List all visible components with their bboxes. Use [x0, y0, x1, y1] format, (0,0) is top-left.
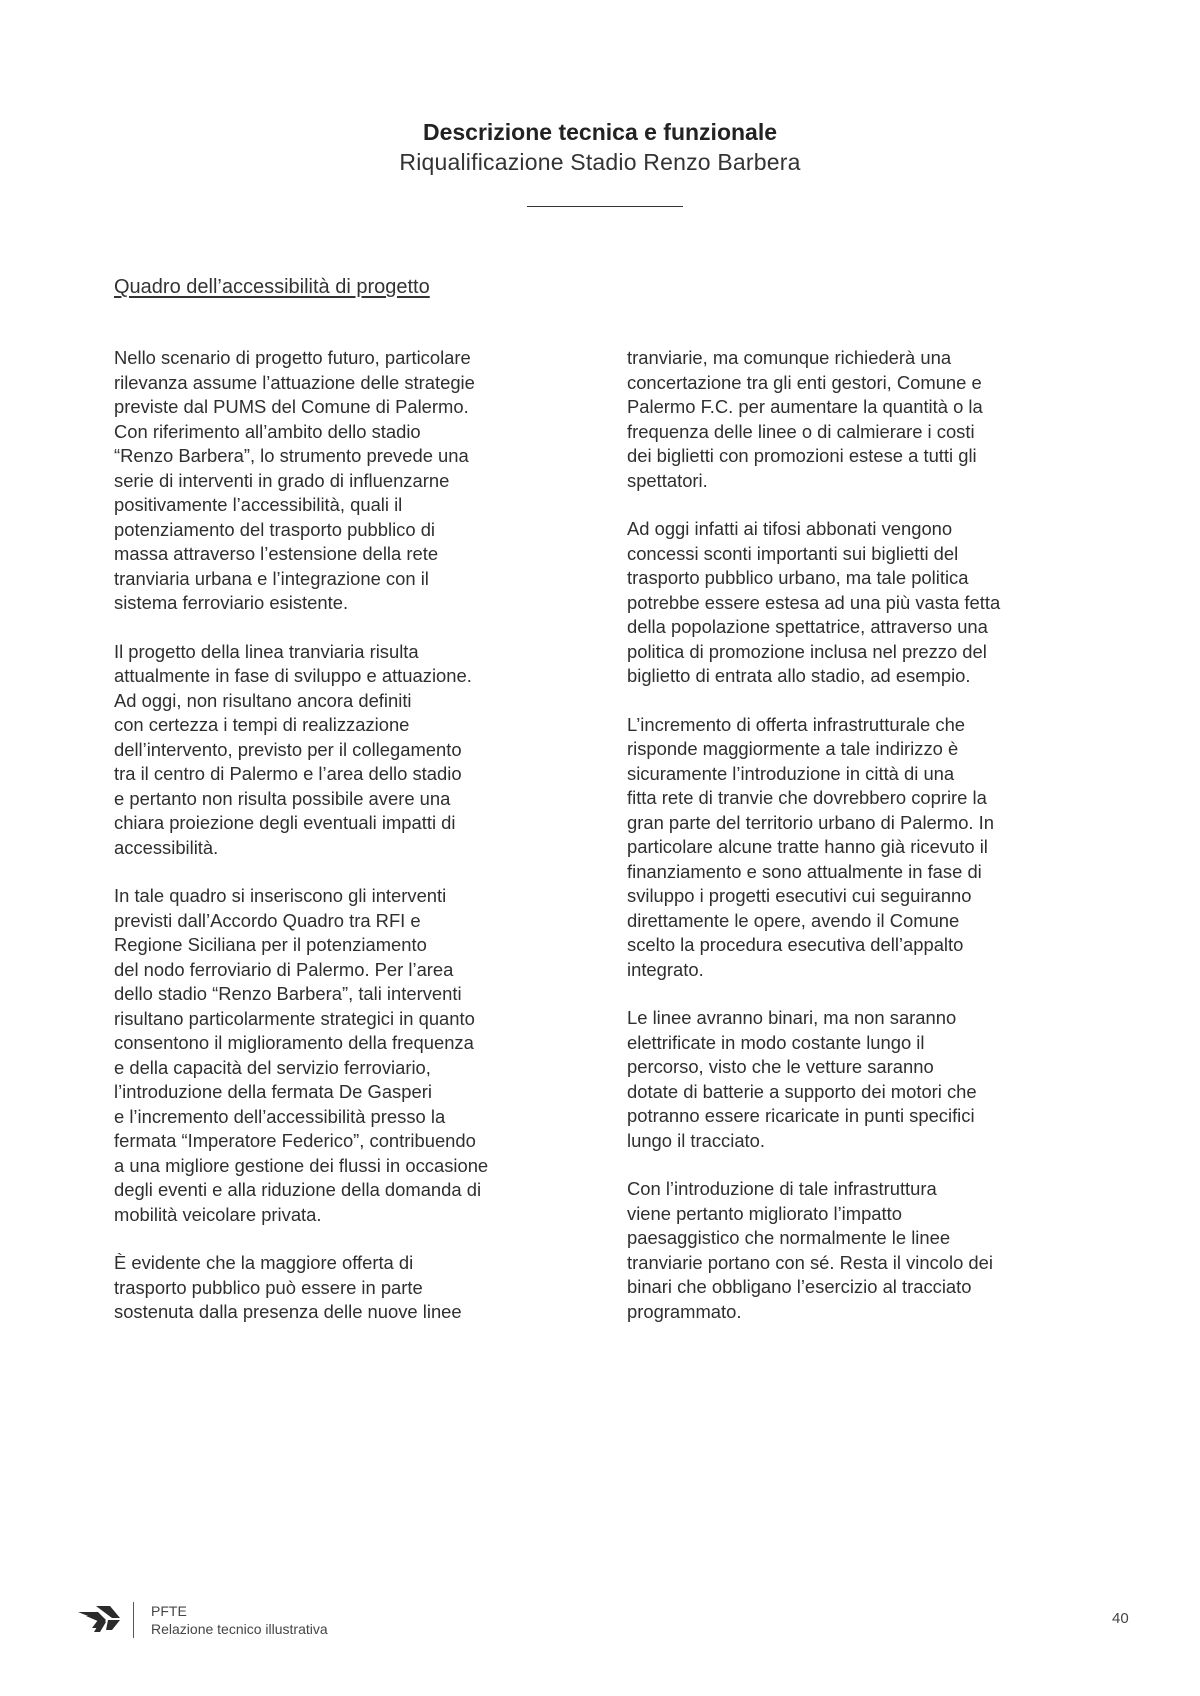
text-line: direttamente le opere, avendo il Comune — [627, 909, 960, 931]
paragraph — [114, 640, 584, 861]
text-line: Le linee avranno binari, ma non saranno — [627, 1007, 957, 1028]
text-line: paesaggistico che normalmente le linee — [627, 1227, 951, 1248]
text-line: dotate di batterie a supporto dei motori che — [627, 1080, 977, 1102]
text-line: sviluppo i progetti esecutivi cui seguiranno — [627, 885, 972, 906]
text-line: finanziamento e sono attualmente in fase di — [627, 860, 982, 882]
paragraph — [627, 1177, 1097, 1324]
text-line: elettrificate in modo costante lungo il — [627, 1031, 925, 1053]
text-line: rilevanza assume l’attuazione delle strategie — [114, 371, 475, 393]
document-subtitle: Riqualificazione Stadio Renzo Barbera — [399, 149, 801, 175]
section-heading: Quadro dell’accessibilità di progetto — [114, 276, 430, 298]
text-line: del nodo ferroviario di Palermo. Per l’area — [114, 958, 454, 980]
text-line: trasporto pubblico urbano, ma tale politica — [627, 567, 969, 588]
text-line: particolare alcune tratte hanno già ricevuto il — [627, 836, 988, 857]
text-line: percorso, visto che le vetture saranno — [627, 1056, 934, 1077]
paragraph — [114, 346, 584, 616]
text-line: biglietto di entrata allo stadio, ad esempio. — [627, 665, 971, 686]
document-title: Descrizione tecnica e funzionale — [422, 119, 778, 145]
text-line: e pertanto non risulta possibile avere una — [114, 787, 451, 809]
text-line: concertazione tra gli enti gestori, Comune e — [627, 371, 982, 393]
text-line: e della capacità del servizio ferroviario, — [114, 1056, 431, 1078]
paragraph — [114, 1251, 584, 1325]
eagle-logo-icon — [76, 1604, 122, 1634]
text-line: a una migliore gestione dei flussi in occasione — [114, 1154, 489, 1176]
text-line: binari che obbligano l’esercizio al tracciato — [627, 1276, 972, 1297]
text-line: lungo il tracciato. — [627, 1129, 766, 1151]
text-line: Con riferimento all’ambito dello stadio — [114, 420, 421, 442]
text-line: Ad oggi infatti ai tifosi abbonati vengono — [627, 518, 953, 539]
text-line: l’introduzione della fermata De Gasperi — [114, 1081, 432, 1102]
left-text-column — [114, 346, 584, 1349]
text-line: tra il centro di Palermo e l’area dello stadio — [114, 763, 462, 784]
text-line: fitta rete di tranvie che dovrebbero coprire la — [627, 787, 987, 808]
text-line: trasporto pubblico può essere in parte — [114, 1276, 423, 1298]
text-line: programmato. — [627, 1300, 742, 1322]
text-line: potrebbe essere estesa ad una più vasta fetta — [627, 591, 1001, 613]
paragraph — [627, 1006, 1097, 1153]
text-line: concessi sconti importanti sui biglietti del — [627, 542, 959, 564]
text-line: risultano particolarmente strategici in quanto — [114, 1007, 475, 1029]
text-line: Palermo F.C. per aumentare la quantità o la — [627, 396, 983, 417]
text-line: accessibilità. — [114, 836, 219, 858]
text-line: Con l’introduzione di tale infrastruttura — [627, 1178, 937, 1199]
text-line: politica di promozione inclusa nel prezzo del — [627, 640, 987, 662]
text-line: positivamente l’accessibilità, quali il — [114, 494, 403, 515]
text-line: viene pertanto migliorato l’impatto — [627, 1202, 902, 1224]
text-line: scelto la procedura esecutiva dell’appalto — [627, 934, 964, 955]
text-line: serie di interventi in grado di influenzarne — [114, 469, 450, 491]
footer-document-name: Relazione tecnico illustrativa — [151, 1621, 328, 1637]
text-line: sistema ferroviario esistente. — [114, 592, 349, 613]
text-line: e l’incremento dell’accessibilità presso la — [114, 1105, 446, 1127]
text-line: previsti dall’Accordo Quadro tra RFI e — [114, 909, 421, 931]
paragraph — [114, 884, 584, 1227]
text-line: potranno essere ricaricate in punti specifici — [627, 1105, 975, 1126]
text-line: Nello scenario di progetto futuro, particolare — [114, 347, 471, 368]
text-line: della popolazione spettatrice, attraverso una — [627, 616, 988, 637]
text-line: chiara proiezione degli eventuali impatti di — [114, 812, 456, 833]
text-line: attualmente in fase di sviluppo e attuazione. — [114, 665, 472, 686]
text-line: risponde maggiormente a tale indirizzo è — [627, 738, 959, 759]
text-line: L’incremento di offerta infrastrutturale che — [627, 713, 966, 735]
text-line: Regione Siciliana per il potenziamento — [114, 934, 427, 955]
text-line: gran parte del territorio urbano di Palermo. In — [627, 811, 994, 833]
text-line: massa attraverso l’estensione della rete — [114, 543, 439, 564]
text-line: integrato. — [627, 958, 704, 980]
text-line: mobilità veicolare privata. — [114, 1203, 322, 1225]
text-line: dell’intervento, previsto per il collegamento — [114, 738, 462, 760]
text-line: Ad oggi, non risultano ancora definiti — [114, 689, 412, 711]
right-text-column — [627, 346, 1097, 1348]
text-line: tranviarie portano con sé. Resta il vincolo dei — [627, 1251, 993, 1273]
paragraph — [627, 517, 1097, 689]
text-line: frequenza delle linee o di calmierare i costi — [627, 420, 975, 442]
page-header — [0, 117, 1200, 177]
text-line: tranviaria urbana e l’integrazione con il — [114, 567, 429, 589]
footer-separator — [133, 1602, 134, 1638]
text-line: È evidente che la maggiore offerta di — [114, 1252, 414, 1273]
text-line: In tale quadro si inseriscono gli interventi — [114, 885, 447, 906]
text-line: tranviarie, ma comunque richiederà una — [627, 347, 952, 368]
footer-project-code: PFTE — [151, 1603, 187, 1619]
text-line: potenziamento del trasporto pubblico di — [114, 518, 436, 540]
header-divider — [527, 206, 683, 207]
text-line: degli eventi e alla riduzione della domanda di — [114, 1179, 482, 1200]
text-line: sostenuta dalla presenza delle nuove linee — [114, 1301, 462, 1322]
text-line: “Renzo Barbera”, lo strumento prevede una — [114, 445, 469, 466]
text-line: spettatori. — [627, 469, 708, 491]
text-line: dello stadio “Renzo Barbera”, tali interventi — [114, 983, 462, 1004]
text-line: Il progetto della linea tranviaria risulta — [114, 640, 419, 662]
text-line: consentono il miglioramento della frequenza — [114, 1032, 474, 1053]
text-line: con certezza i tempi di realizzazione — [114, 714, 410, 735]
paragraph — [627, 713, 1097, 983]
text-line: sicuramente l’introduzione in città di una — [627, 762, 955, 784]
text-line: previste dal PUMS del Comune di Palermo. — [114, 396, 469, 417]
text-line: fermata “Imperatore Federico”, contribuendo — [114, 1130, 476, 1151]
text-line: dei biglietti con promozioni estese a tutti gli — [627, 445, 977, 466]
page-number: 40 — [1112, 1610, 1129, 1627]
footer-text — [151, 1602, 328, 1638]
paragraph — [627, 346, 1097, 493]
